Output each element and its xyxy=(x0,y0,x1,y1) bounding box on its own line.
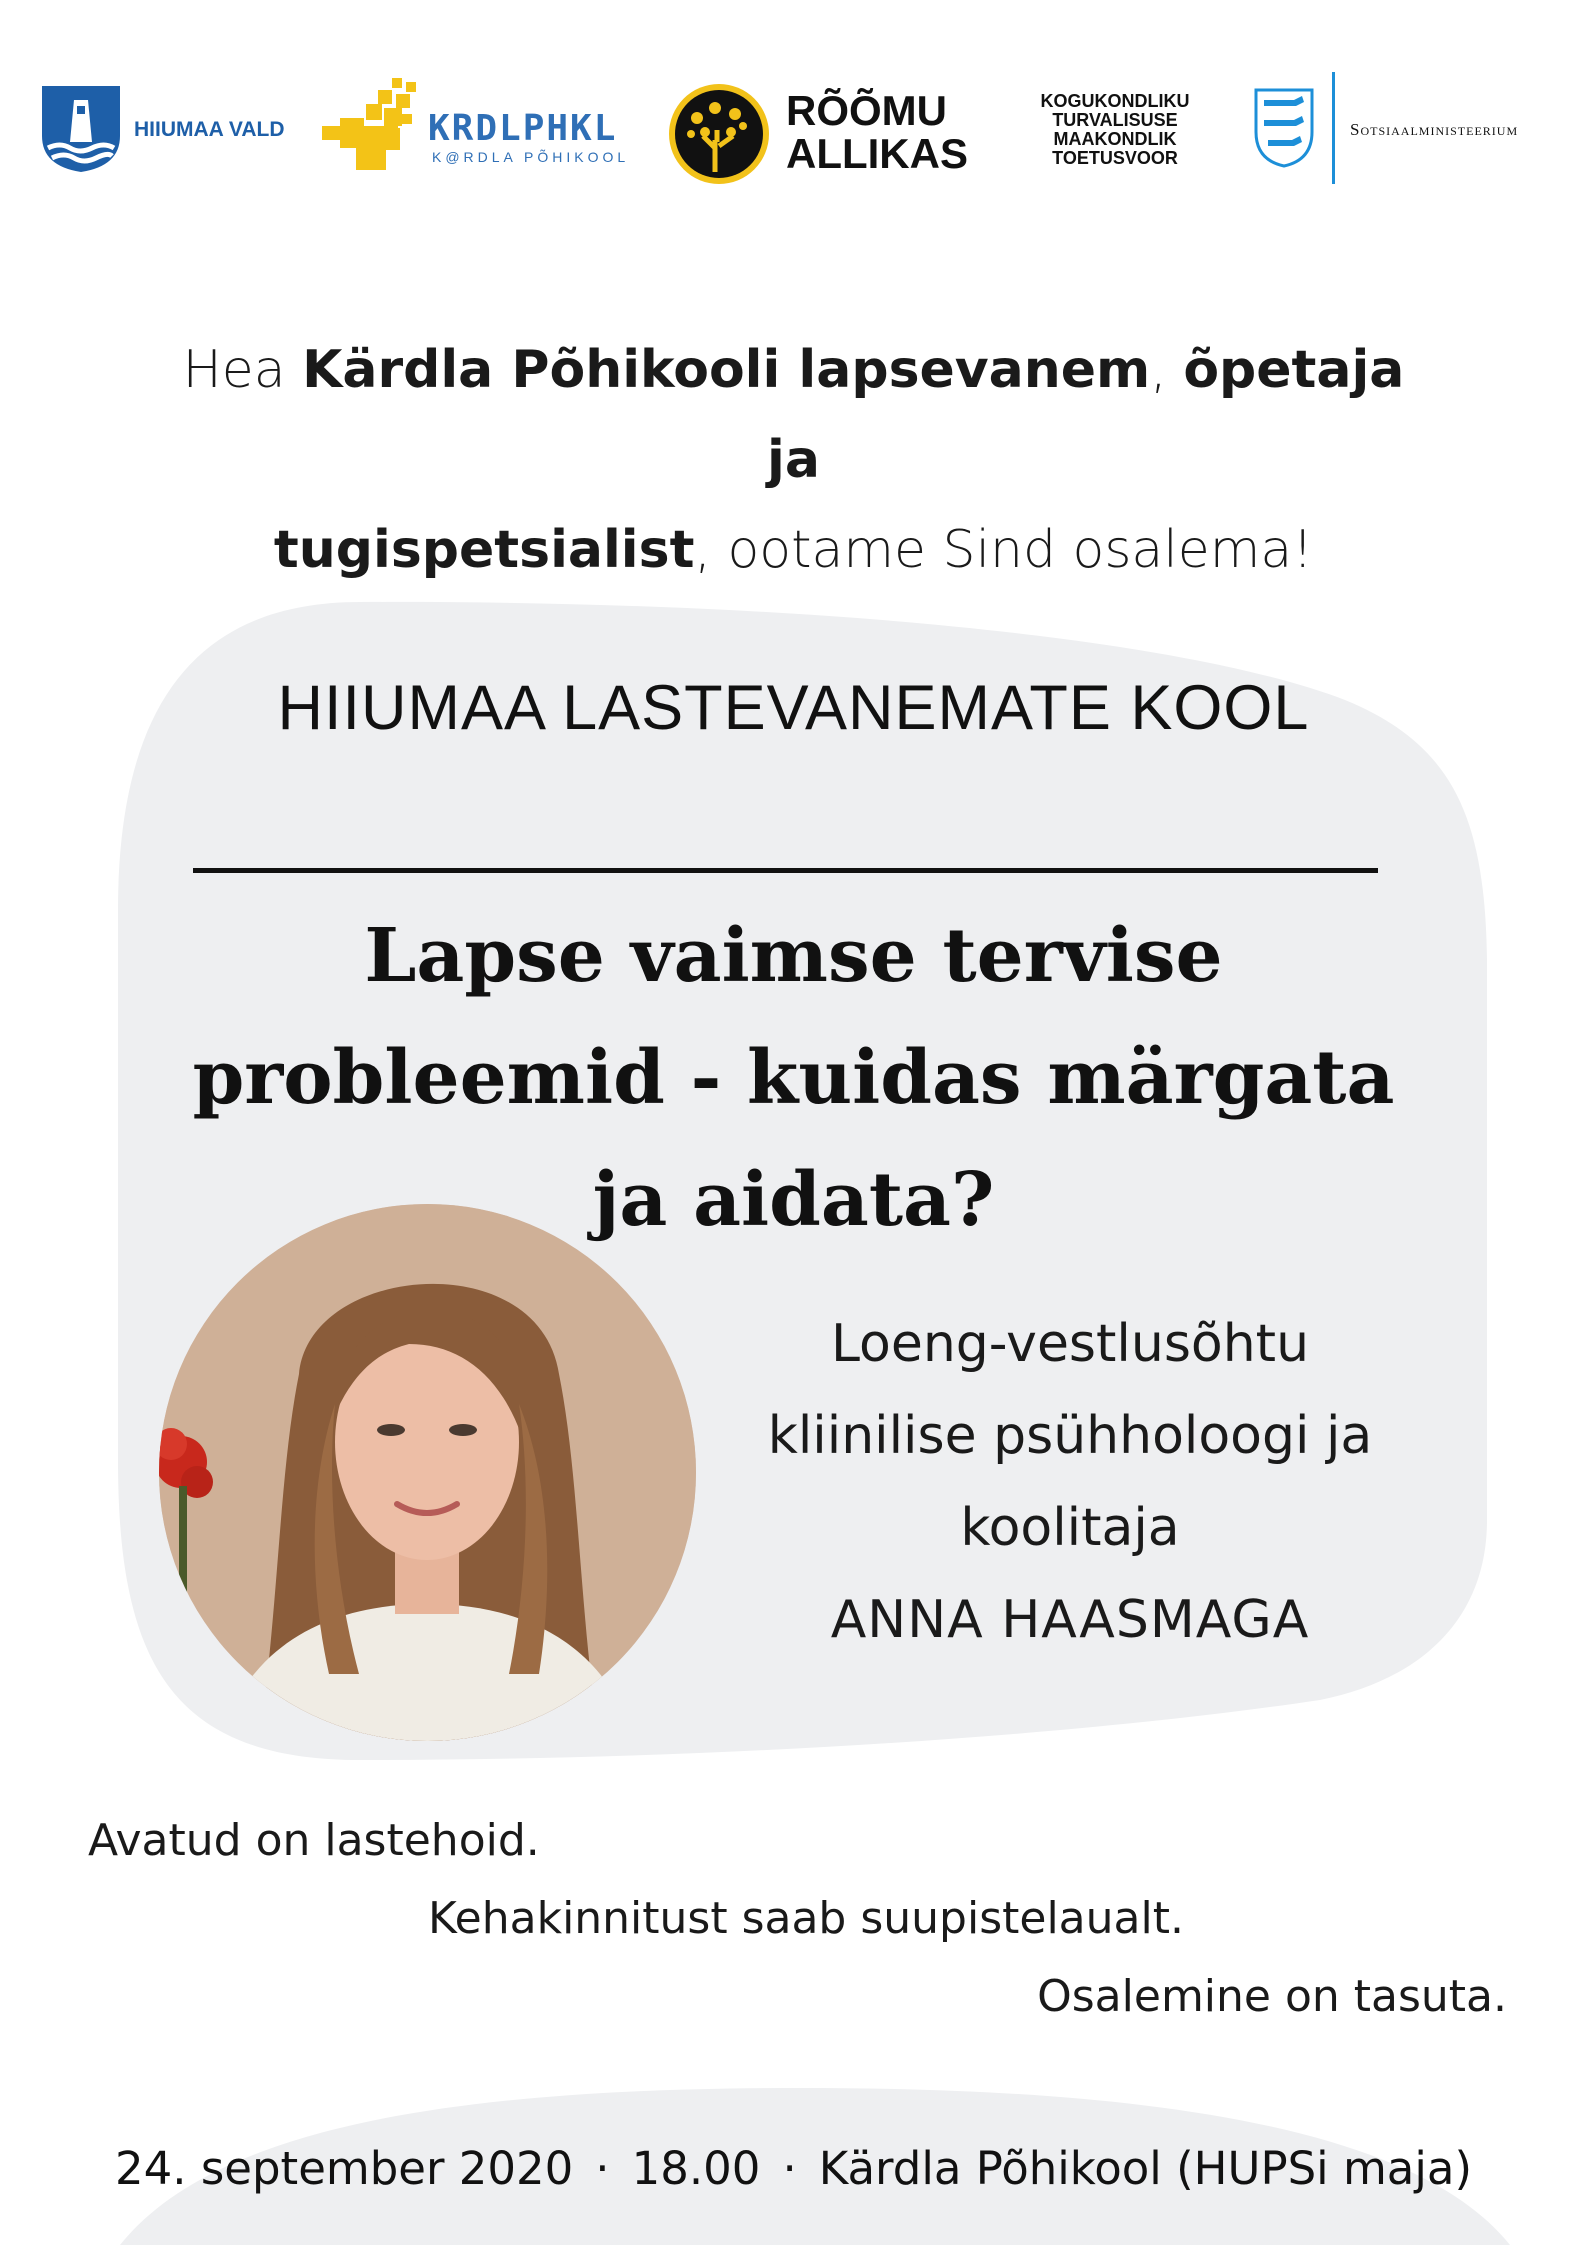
school-logo-main: KRDLPHKL xyxy=(428,108,618,149)
kogukond-line: TURVALISUSE xyxy=(1052,110,1178,130)
free-entry-note: Osalemine on tasuta. xyxy=(1037,1971,1507,2022)
roomu-logo-line1: RÕÕMU xyxy=(786,87,947,134)
event-date: 24. september 2020 xyxy=(114,2142,574,2195)
greeting-emphasis: Kärdla Põhikooli lapsevanem xyxy=(302,340,1151,400)
kogukond-line: MAAKONDLIK xyxy=(1053,129,1177,149)
greeting-emphasis: õpetaja ja xyxy=(767,340,1405,490)
kogukond-line: KOGUKONDLIKU xyxy=(1040,91,1190,111)
series-title: HIIUMAA LASTEVANEMATE KOOL xyxy=(277,673,1310,743)
lecture-info-line: koolitaja xyxy=(960,1498,1180,1558)
event-location: Kärdla Põhikool (HUPSi maja) xyxy=(818,2142,1472,2195)
roomu-logo-line2: ALLIKAS xyxy=(786,130,968,177)
lecture-title-line: Lapse vaimse tervise xyxy=(364,913,1223,999)
hiiumaa-vald-label: HIIUMAA VALD xyxy=(134,118,285,141)
separator-dot: · xyxy=(782,2142,797,2195)
lecture-info xyxy=(730,1298,1410,1666)
greeting-part: , ootame Sind osalema! xyxy=(694,520,1314,580)
lecture-info-line: Loeng-vestlusõhtu xyxy=(830,1314,1310,1374)
greeting-part: , xyxy=(1150,340,1184,400)
separator-dot: · xyxy=(595,2142,610,2195)
greeting-part: Hea xyxy=(182,340,303,400)
school-logo-sub: K@RDLA PÕHIKOOL xyxy=(432,149,630,165)
lecture-info-line: kliinilise psühholoogi ja xyxy=(767,1406,1373,1466)
title-divider xyxy=(193,868,1378,873)
lecture-title xyxy=(150,895,1437,1261)
childcare-note: Avatud on lastehoid. xyxy=(88,1815,540,1866)
speaker-name: ANNA HAASMAGA xyxy=(830,1590,1310,1650)
speaker-portrait xyxy=(159,1204,696,1741)
greeting-emphasis: tugispetsialist xyxy=(273,520,695,580)
lecture-title-line: ja aidata? xyxy=(592,1157,995,1243)
event-time: 18.00 xyxy=(631,2142,761,2195)
lecture-title-line: probleemid - kuidas märgata xyxy=(192,1035,1395,1121)
kogukond-line: TOETUSVOOR xyxy=(1052,148,1178,168)
ministry-label: Sotsiaalministeerium xyxy=(1350,120,1519,139)
event-details xyxy=(0,2142,1587,2195)
snacks-note: Kehakinnitust saab suupistelaualt. xyxy=(428,1893,1184,1944)
